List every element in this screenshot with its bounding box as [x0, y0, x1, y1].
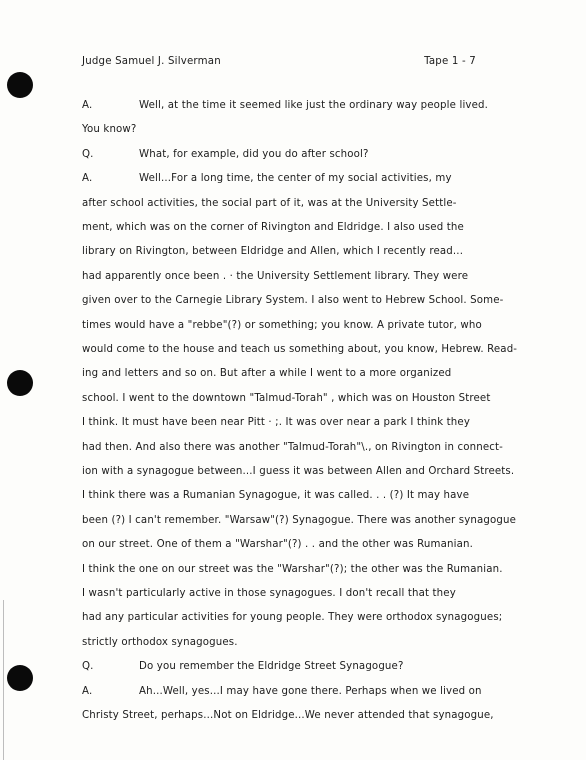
transcript-line — [82, 173, 452, 184]
transcript-text: on our street. One of them a "Warshar"(?) . . and the other was Rumanian. — [82, 539, 473, 551]
transcript-line — [82, 637, 238, 648]
transcript-text: after school activities, the social part of it, was at the University Settle- — [82, 197, 457, 209]
transcript-line — [82, 393, 490, 404]
transcript-line — [82, 417, 470, 428]
header-title: Judge Samuel J. Silverman — [82, 56, 221, 67]
transcript-line — [82, 686, 482, 697]
transcript-text: I think the one on our street was the "Warshar"(?); the other was the Rumanian. — [82, 563, 503, 575]
transcript-text: would come to the house and teach us something about, you know, Hebrew. Read- — [82, 344, 518, 355]
page-header — [82, 56, 526, 67]
transcript-line — [82, 564, 503, 575]
transcript-text: ing and letters and so on. But after a while I went to a more organized — [82, 368, 452, 380]
transcript-line — [82, 344, 517, 355]
transcript-line — [82, 490, 469, 501]
transcript-text: school. I went to the downtown "Talmud-Torah" , which was on Houston Street — [82, 392, 491, 404]
transcript-line — [82, 246, 463, 257]
transcript-line — [82, 612, 502, 623]
transcript-text: ion with a synagogue between...I guess it was between Allen and Orchard Streets. — [82, 466, 515, 477]
transcript-line — [82, 149, 369, 160]
transcript-line — [82, 271, 468, 282]
transcript-text: library on Rivington, between Eldridge and Allen, which I recently read... — [82, 246, 464, 258]
transcript-text: Do you remember the Eldridge Street Synagogue? — [139, 661, 404, 673]
transcript-text: had any particular activities for young people. They were orthodox synagogues; — [82, 612, 503, 624]
binder-hole-bottom — [7, 665, 33, 691]
transcript-line — [82, 198, 457, 209]
transcript-text: times would have a "rebbe"(?) or something; you know. A private tutor, who — [82, 319, 482, 331]
transcript-line — [82, 588, 456, 599]
speaker-label: Q. — [82, 148, 94, 160]
binder-hole-top — [7, 72, 33, 98]
transcript-text: ment, which was on the corner of Rivington and Eldridge. I also used the — [82, 222, 464, 233]
transcript-line — [82, 222, 464, 233]
transcript-text: had apparently once been . · the University Settlement library. They were — [82, 270, 469, 282]
transcript-line — [82, 295, 504, 306]
transcript-text: been (?) I can't remember. "Warsaw"(?) Synagogue. There was another synagogue — [82, 514, 517, 526]
page-edge-line — [3, 600, 4, 760]
transcript-text: I think there was a Rumanian Synagogue, it was called. . . (?) It may have — [82, 490, 470, 502]
transcript-text: Ah...Well, yes...I may have gone there. Perhaps when we lived on — [139, 685, 482, 697]
header-tape-number: Tape 1 - 7 — [424, 56, 476, 67]
transcript-line — [82, 124, 136, 135]
speaker-label: Q. — [82, 661, 94, 673]
transcript-text: What, for example, did you do after school? — [139, 148, 369, 160]
transcript-text: given over to the Carnegie Library System. I also went to Hebrew School. Some- — [82, 295, 504, 307]
transcript-line — [82, 710, 494, 721]
transcript-text: had then. And also there was another "Talmud-Torah"\., on Rivington in connect- — [82, 441, 503, 453]
transcript-line — [82, 100, 488, 111]
transcript-line — [82, 320, 482, 331]
transcript-line — [82, 466, 514, 477]
speaker-label: A. — [82, 685, 93, 697]
transcript-text: Well...For a long time, the center of my social activities, my — [139, 173, 452, 185]
transcript-text: strictly orthodox synagogues. — [82, 636, 238, 648]
transcript-line — [82, 539, 473, 550]
transcript-text: Well, at the time it seemed like just the ordinary way people lived. — [139, 100, 489, 111]
speaker-label: A. — [82, 100, 93, 111]
transcript-text: I think. It must have been near Pitt · ;. It was over near a park I think they — [82, 417, 470, 429]
transcript-text: You know? — [82, 124, 137, 136]
transcript-line — [82, 661, 404, 672]
binder-hole-middle — [7, 370, 33, 396]
transcript-line — [82, 368, 451, 379]
transcript-line — [82, 442, 503, 453]
transcript-text: I wasn't particularly active in those synagogues. I don't recall that they — [82, 588, 456, 599]
speaker-label: A. — [82, 173, 93, 185]
transcript-line — [82, 515, 516, 526]
transcript-text: Christy Street, perhaps...Not on Eldridge...We never attended that synagogue, — [82, 710, 494, 721]
